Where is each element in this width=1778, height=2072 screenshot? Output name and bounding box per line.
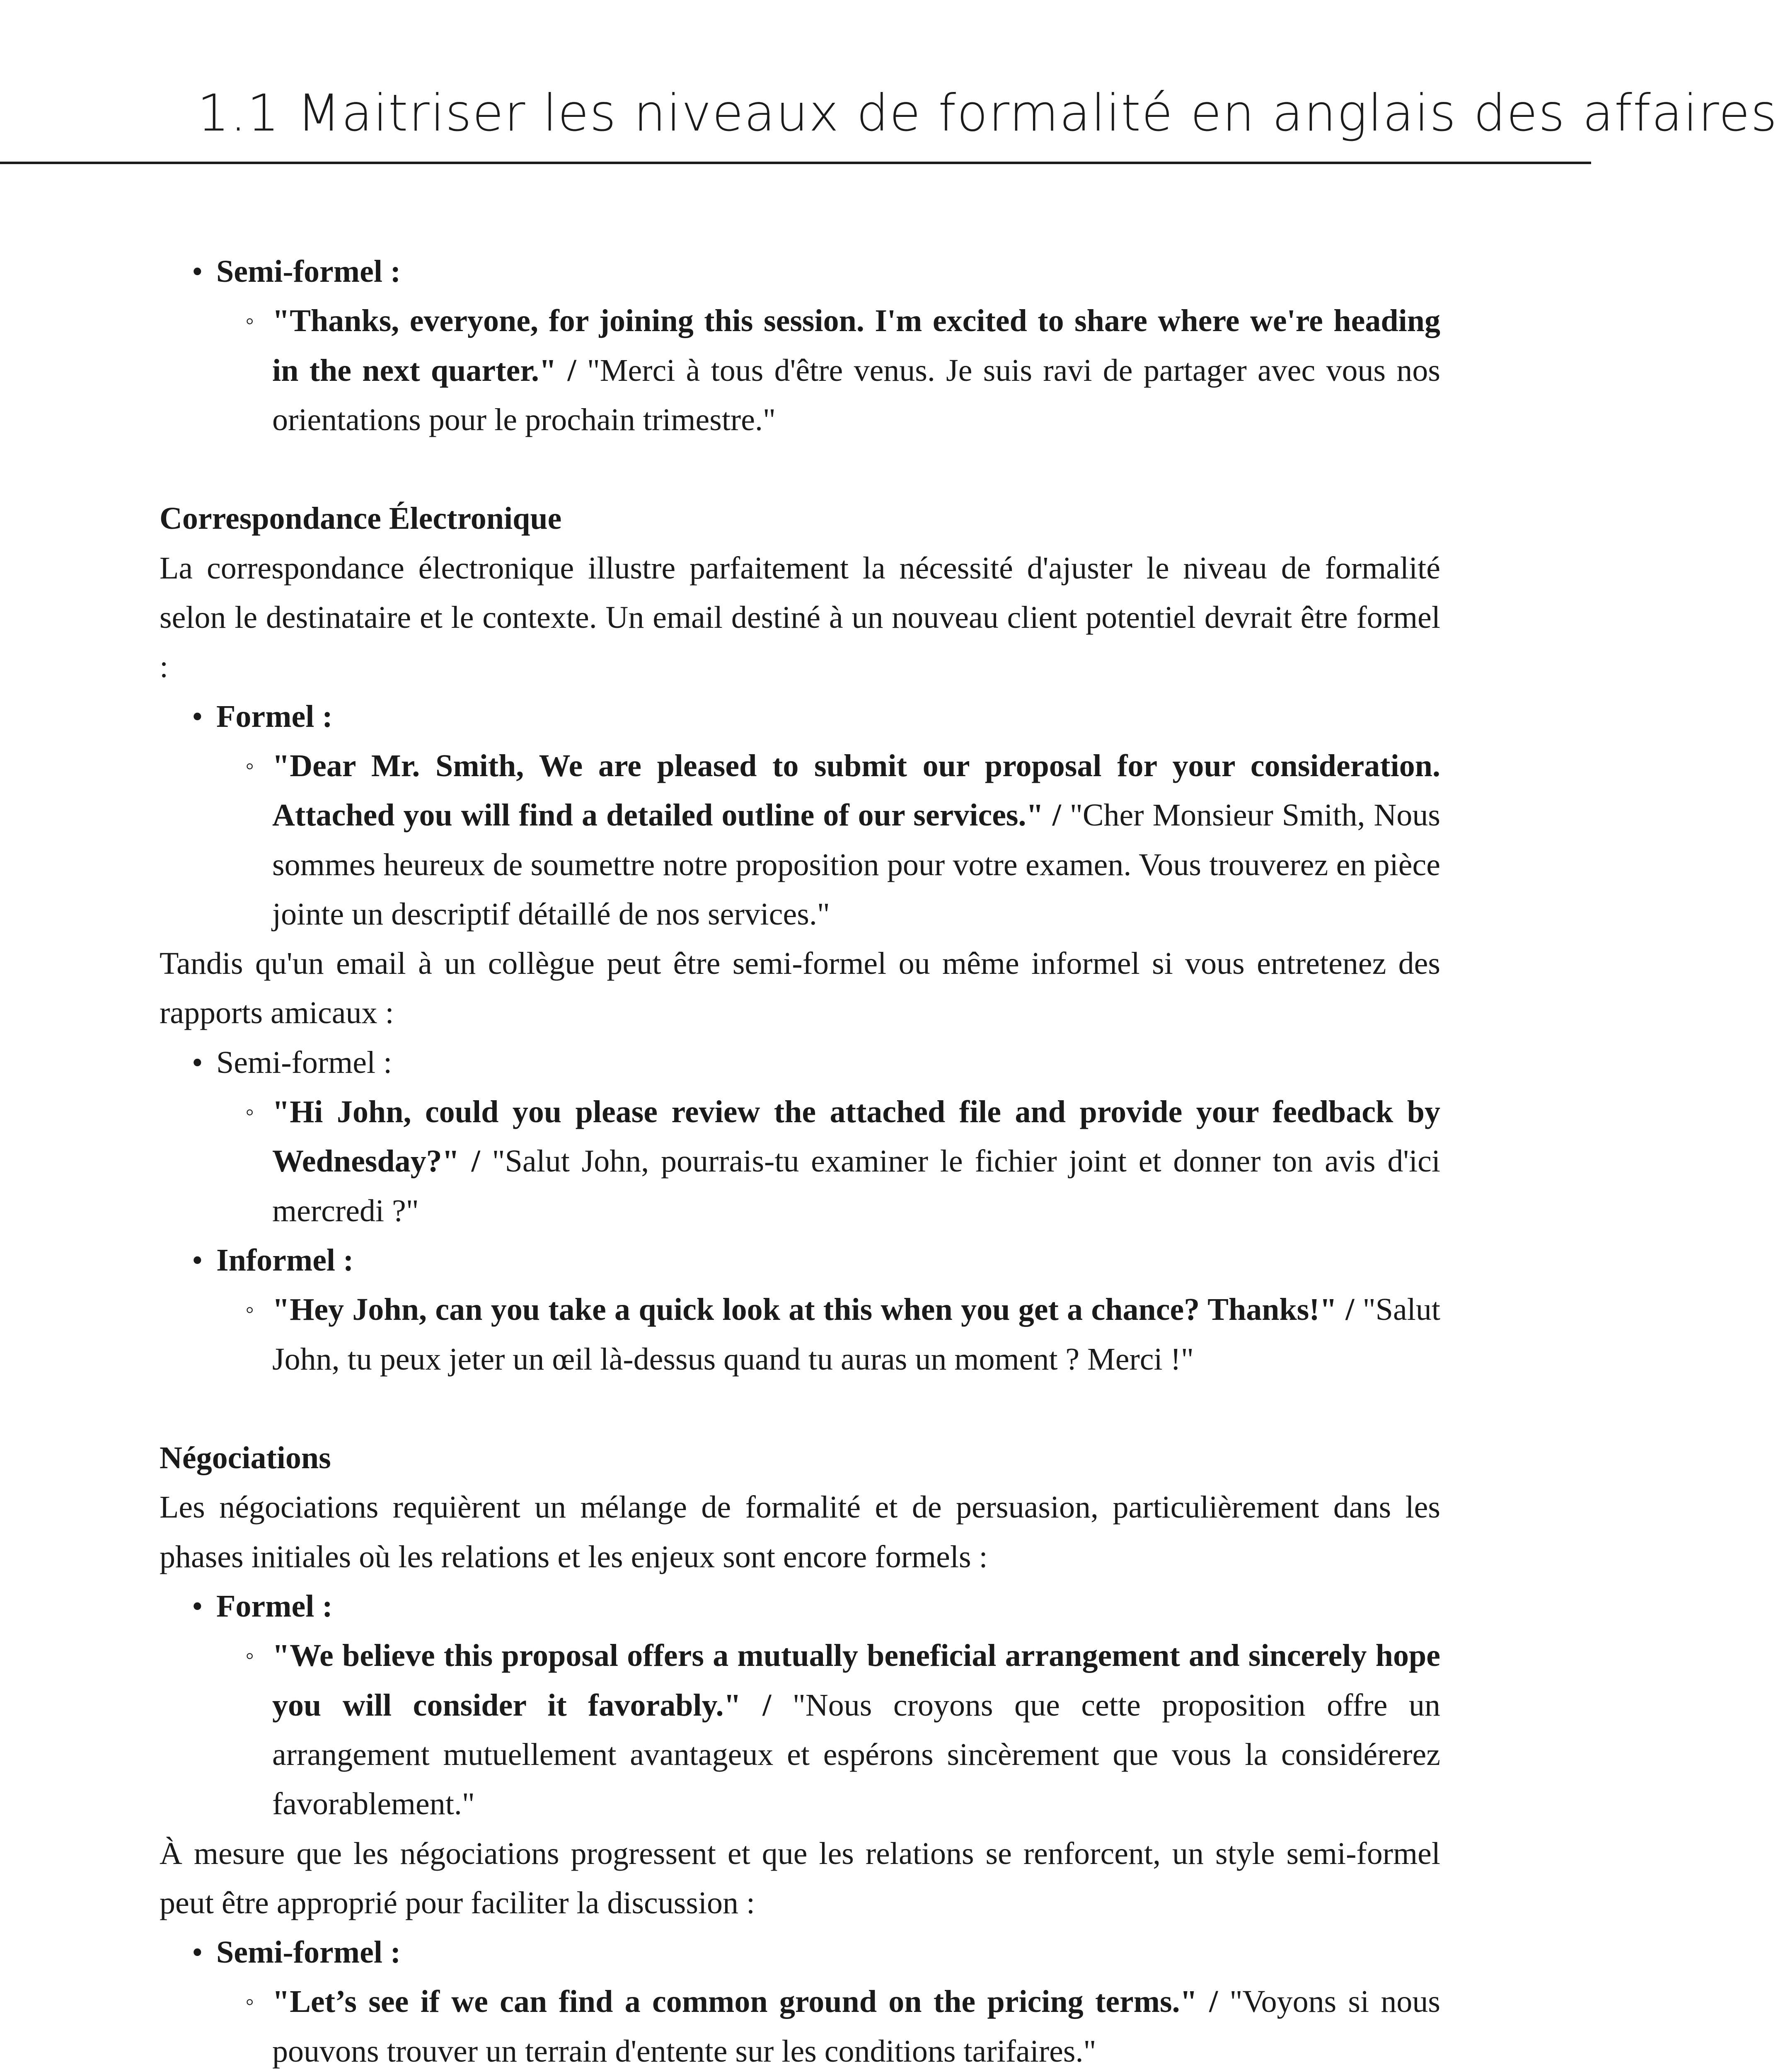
list-item-semi-formel (160, 1038, 1440, 1087)
header-rule (0, 162, 1591, 164)
spacer (160, 445, 1440, 494)
example-french: "Merci à tous d'être venus. Je suis ravi de partager avec vous nos orientations pour le prochain trimestre." (272, 353, 1441, 437)
example-english: "Hi John, could you please review the attached file and provide your feedback by Wednesday?" / (272, 1094, 1440, 1179)
paragraph-email-intro: La correspondance électronique illustre parfaitement la nécessité d'ajuster le niveau de formalité selon le destinataire et le contexte. Un email destiné à un nouveau client potentiel devrait être formel : (160, 550, 1440, 685)
example-informel-email (160, 1285, 1440, 1384)
paragraph-tandis: Tandis qu'un email à un collègue peut être semi-formel ou même informel si vous entretenez des rapports amicaux : (160, 946, 1440, 1031)
section-heading-email: Correspondance Électronique (160, 501, 562, 536)
label-formel: Formel : (216, 1589, 333, 1624)
label-semi-formel: Semi-formel : (216, 1045, 392, 1080)
example-french: "Salut John, tu peux jeter un œil là-dessus quand tu auras un moment ? Merci !" (272, 1292, 1440, 1377)
section-heading-negociations: Négociations (160, 1440, 331, 1476)
list-item-formel (160, 1582, 1440, 1631)
example-english: "We believe this proposal offers a mutually beneficial arrangement and sincerely hope you will consider it favorably." / (272, 1638, 1440, 1723)
example-semi-formel-email (160, 1087, 1440, 1236)
example-french: "Voyons si nous pouvons trouver un terrain d'entente sur les conditions tarifaires." (272, 1984, 1440, 2069)
example-french: "Cher Monsieur Smith, Nous sommes heureux de soumettre notre proposition pour votre examen. Vous trouverez en pièce jointe un descriptif détaillé de nos services." (272, 798, 1440, 932)
example-french: "Salut John, pourrais-tu examiner le fichier joint et donner ton avis d'ici mercredi ?" (272, 1144, 1440, 1228)
list-item-semi-formel (160, 247, 1440, 296)
page-header-title: 1.1 Maitriser les niveaux de formalité en anglais des affaires (197, 84, 1778, 143)
label-formel: Formel : (216, 699, 333, 734)
example-semi-formel-session (160, 296, 1440, 445)
spacer (160, 1384, 1440, 1433)
paragraph-mesure: À mesure que les négociations progressent et que les relations se renforcent, un style semi-formel peut être approprié pour faciliter la discussion : (160, 1836, 1440, 1920)
example-english: "Thanks, everyone, for joining this session. I'm excited to share where we're heading in the next quarter." / (272, 303, 1440, 388)
example-english: "Hey John, can you take a quick look at this when you get a chance? Thanks!" / (272, 1292, 1355, 1327)
example-semi-formel-negociation (160, 1977, 1440, 2072)
example-english: "Dear Mr. Smith, We are pleased to submit our proposal for your consideration. Attached you will find a detailed outline of our services." / (272, 748, 1440, 833)
label-semi-formel: Semi-formel : (216, 1935, 401, 1970)
example-french: "Nous croyons que cette proposition offre un arrangement mutuellement avantageux et espérons sincèrement que vous la considérerez favorablement." (272, 1687, 1440, 1822)
example-formel-negociation (160, 1631, 1440, 1829)
label-semi-formel: Semi-formel : (216, 254, 401, 289)
page-content (160, 247, 1440, 2072)
paragraph-nego-intro: Les négociations requièrent un mélange de formalité et de persuasion, particulièrement dans les phases initiales où les relations et les enjeux sont encore formels : (160, 1490, 1440, 1574)
list-item-formel (160, 692, 1440, 741)
example-formel-email (160, 741, 1440, 939)
example-english: "Let’s see if we can find a common ground on the pricing terms." / (272, 1984, 1218, 2019)
list-item-semi-formel (160, 1928, 1440, 1977)
label-informel: Informel : (216, 1242, 354, 1278)
list-item-informel (160, 1236, 1440, 1285)
